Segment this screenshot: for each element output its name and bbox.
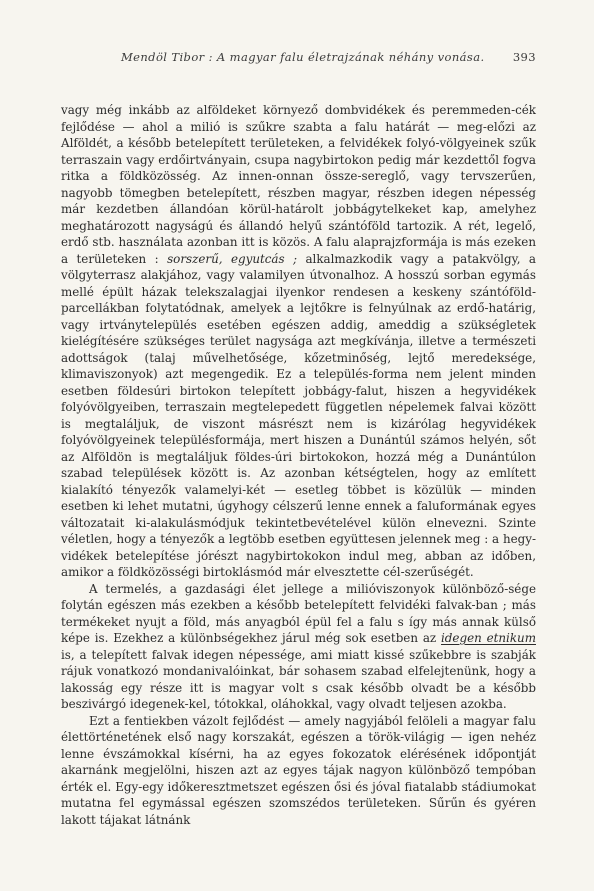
page-number: 393 [512,50,536,64]
paragraph [61,102,536,581]
italic-phrase: sorszerű, egyutcás ; [167,251,298,266]
running-header-title: Mendöl Tibor : A magyar falu életrajzának néhány vonása. [121,50,485,64]
running-header [61,50,536,68]
italic-phrase [441,631,536,645]
text-run: A termelés, a gazdasági élet jellege a milióviszonyok különböző-sége folytán egészen más ezekben a később betelepített felvidéki falvak-ban ; más termékeket nyujt a föld, más anyagból épül fel a falu s így más annak külső képe is. Ezekhez a különbségekhez járul még sok esetben az [61,581,536,645]
paragraph [61,713,536,829]
text-run: alkalmazkodik vagy a patakvölgy, a völgyterrasz alakjához, vagy valamilyen útvonalhoz. A hosszú sorban egymás mellé épült házak telekszalagjai ilyenkor rendesen a keskeny szántóföld-parcellákban folytatódnak, amelyek a lejtőkre is felnyúlnak az erdő-határig, vagy irtványtelepülés esetében egészen addig, ameddig a szükségletek kielégítésére szükséges terület nagysága azt megkívánja, illetve a természeti adottságok (talaj művelhetősége, kőzetminőség, lejtő meredeksége, klimaviszonyok) azt megengedik. Ez a település-forma nem jelent minden esetben földesúri birtokon telepített jobbágy-falut, hiszen a hegyvidékek folyóvölgyeiben, terraszain megtelepedett független népelemek falvai között is megtaláljuk, de viszont másrészt nem is kizárólag hegyvidékek folyóvölgyeinek településformája, mert hiszen a Dunántúl számos helyén, sőt az Alföldön is megtaláljuk földes-úri birtokokon, hozzá még a Dunántúlon szabad települések között is. Az azonban kétségtelen, hogy az említett kialakító tényezők valamelyi-két — esetleg többet is közülük — minden esetben ki lehet mutatni, úgyhogy célszerű lenne ennek a faluformának egyes változatait ki-alakulásmódjuk tekintetbevételével külön elnevezni. Szinte véletlen, hogy a tényezők a legtöbb esetben együttesen jelennek meg : a hegy-vidékek betelepítése jórészt nagybirtokokon indul meg, abban az időben, amikor a földközösségi birtoklásmód már elvesztette cél-szerűségét. [61,251,536,579]
text-run: Ezt a fentiekben vázolt fejlődést — amely nagyjából felöleli a magyar falu élettörténetének első nagy korszakát, egészen a török-világig — igen nehéz lenne évszámokkal kísérni, ha az egyes fokozatok elérésének időpontját akarnánk megjelölni, hiszen azt az egyes tájak nagyon különböző tempóban érték el. Egy-egy időkeresztmetszet egészen ősi és jóval fiatalabb stádiumokat mutatna fel egymással egészen szomszédos területeken. Sűrűn és gyéren lakott tájakat látnánk [61,713,536,827]
underlined-phrase: idegen etnikum [441,631,536,645]
text-run: is, a telepített falvak idegen népessége, ami miatt kissé szűkebbre is szabják rájuk vonatkozó mondanivalóinkat, bár sohasem szabad elfelejtenünk, hogy a lakosság egy része itt is magyar volt s csak később olvadt be a később beszivárgó idegenek-kel, tótokkal, oláhokkal, vagy olvadt teljesen azokba. [61,647,536,711]
text-run: vagy még inkább az alföldeket környező dombvidékek és peremmeden-cék fejlődése — ahol a milió is szűkre szabta a falu határát — meg-előzi az Alföldét, a később betelepített területeken, a felvidékek folyó-völgyeinek szűk terraszain vagy erdőirtványain, csupa nagybirtokon pedig már kezdettől fogva ritka a földközösség. Az innen-onnan össze-sereglő, vagy tervszerűen, nagyobb tömegben betelepített, részben magyar, részben idegen népesség már kezdetben állandóan körül-határolt jobbágytelkeket kap, amelyhez meghatározott nagyságú és állandó helyű szántóföld tartozik. A rét, legelő, erdő stb. használata azonban itt is közös. A falu alaprajzformája is más ezeken a területeken : [61,103,536,266]
paragraph [61,581,536,713]
body-text [61,102,536,828]
